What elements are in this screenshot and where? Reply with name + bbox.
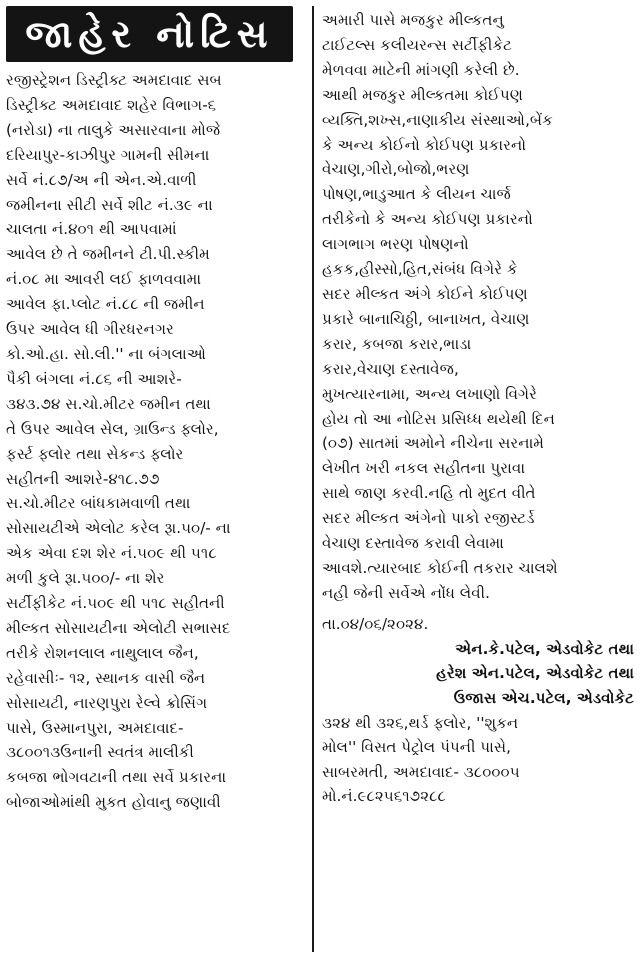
text-line: પોષણ,ભાડુઆત કે લીયન ચાર્જ xyxy=(322,185,511,204)
text-line: સ.ચો.મીટર બાંધકામવાળી તથા xyxy=(6,494,191,513)
text-line: દરિયાપુર-કાઝીપુર ગામની સીમના xyxy=(6,145,210,164)
text-line: લેખીત ખરી નકલ સહીતના પુરાવા xyxy=(322,459,526,478)
text-line: સહીતની આશરે-૪૧૮.૭૭ xyxy=(6,469,160,488)
text-line: નહી જેની સર્વેએ નોંધ લેવી. xyxy=(322,583,490,602)
text-line: તરીકેનો કે અન્ય કોઈપણ પ્રકારનો xyxy=(322,210,533,229)
text-line: સદર મીલ્કત અંગેનો પાકો રજીસ્ટર્ડ xyxy=(322,509,535,528)
text-line: પ્રકારે બાનાચિઠ્ઠી, બાનાખત, વેચાણ xyxy=(322,309,530,328)
text-line: મીલ્કત સોસાયટીના એલોટી સભાસદ xyxy=(6,618,231,637)
text-line: જમીનના સીટી સર્વે શીટ નં.૩૯ ના xyxy=(6,195,213,214)
text-line: બોજાઓમાંથી મુકત હોવાનુ જણાવી xyxy=(6,793,221,812)
text-line: કબજા ભોગવટાની તથા સર્વે પ્રકારના xyxy=(6,768,227,787)
text-line: અમારી પાસે મજકુર મીલ્કતનુ xyxy=(322,11,504,29)
text-line: સાથે જાણ કરવી.નહિ તો મુદત વીતે xyxy=(322,484,536,503)
text-line: કરાર, કબજા કરાર,ભાડા xyxy=(322,334,472,353)
signatories-block xyxy=(322,637,634,711)
text-line: ડિસ્ટ્રીક્ટ અમદાવાદ શહેર વિભાગ-૬ xyxy=(6,95,217,114)
address-block xyxy=(322,711,634,785)
text-line: સોસાયટી, નારણપુરા રેલ્વે ક્રોસિંગ xyxy=(6,693,208,712)
text-line: કો.ઓ.હા. સો.લી.'' ના બંગલાઓ xyxy=(6,344,207,363)
text-line: ૩૮૦૦૧૩ઉનાની સ્વતંત્ર માલીકી xyxy=(6,743,194,762)
text-line: તે ઉપર આવેલ સેલ, ગ્રાઉન્ડ ફ્લોર, xyxy=(6,419,219,438)
text-line: રહેવાસીઃ- ૧૨, સ્થાનક વાસી જૈન xyxy=(6,668,206,687)
text-line: આવશે.ત્યારબાદ કોઈની તકરાર ચાલશે xyxy=(322,558,558,577)
text-line: (૦૭) સાતમાં અમોને નીચેના સરનામે xyxy=(322,434,545,453)
notice-right-column xyxy=(322,6,634,952)
text-line: એક એવા દશ શેર નં.૫૦૯ થી ૫૧૮ xyxy=(6,544,217,563)
text-line: આથી મજકુર મીલ્કતમા કોઈપણ xyxy=(322,85,524,104)
text-line: ફર્સ્ટ ફ્લોર તથા સેકન્ડ ફ્લોર xyxy=(6,444,184,463)
text-line: વેચાણ દસ્તાવેજ કરાવી લેવામા xyxy=(322,534,504,553)
notice-title: જાહેર નોટિસ xyxy=(6,6,293,62)
signatory-line: હરેશ એન.પટેલ, એડવોકેટ તથા xyxy=(436,664,634,683)
text-line: વ્યક્તિ,શખ્સ,નાણાકીય સંસ્થાઓ,બેંક xyxy=(322,110,553,129)
notice-left-column xyxy=(6,6,306,952)
notice-body-right xyxy=(322,8,634,606)
mobile-number: મો.નં.૯૮૨૫૬૧૭૨૮૮ xyxy=(322,787,446,806)
text-line: વેચાણ,ગીરો,બોજો,ભરણ xyxy=(322,160,470,179)
text-line: તરીકે રોશનલાલ નાથુલાલ જૈન, xyxy=(6,643,199,662)
text-line: સદર મીલ્કત અંગે કોઈને કોઈપણ xyxy=(322,284,528,303)
notice-date: તા.૦૪/૦૬/૨૦૨૪. xyxy=(322,614,429,633)
text-line: ૩૪૩.૭૪ સ.ચો.મીટર જમીન તથા xyxy=(6,394,211,413)
text-line: નં.૦૮ મા આવરી લઈ ફાળવવામા xyxy=(6,270,202,289)
text-line: મેળવવા માટેની માંગણી કરેલી છે. xyxy=(322,60,520,79)
text-line: મુખત્યારનામા, અન્ય લખાણો વિગેરે xyxy=(322,384,537,403)
text-line: સર્વે નં.૮૭/અ ની એન.એ.વાળી xyxy=(6,170,197,189)
text-line: લાગભાગ ભરણ પોષણનો xyxy=(322,235,469,254)
address-line: મોલ'' વિસત પેટ્રોલ પંપની પાસે, xyxy=(322,738,511,757)
address-line: સાબરમતી, અમદાવાદ- ૩૮૦૦૦૫ xyxy=(322,762,520,781)
notice-body-left xyxy=(6,68,306,815)
text-line: કે અન્ય કોઈનો કોઈપણ પ્રકારનો xyxy=(322,135,527,154)
text-line: મળી કુલે રૂા.૫૦૦/- ના શેર xyxy=(6,569,165,588)
text-line: હોય તો આ નોટિસ પ્રસિધ્ધ થયેથી દિન xyxy=(322,409,555,428)
text-line: રજીસ્ટ્રેશન ડિસ્ટ્રીક્ટ અમદાવાદ સબ xyxy=(6,71,222,89)
text-line: પૈકી બંગલા નં.૮૬ ની આશરે- xyxy=(6,369,182,388)
text-line: હકક,હીસ્સો,હિત,સંબંધ વિગેરે કે xyxy=(322,260,518,279)
text-line: કરાર,વેચાણ દસ્તાવેજ, xyxy=(322,359,459,378)
column-divider xyxy=(312,6,314,952)
text-line: ચાલતા નં.૪૦૧ થી આપવામાં xyxy=(6,220,177,239)
signatory-line: એન.કે.પટેલ, એડવોકેટ તથા xyxy=(455,639,634,658)
text-line: ઉપર આવેલ ધી ગીરધરનગર xyxy=(6,320,174,339)
text-line: આવેલ છે તે જમીનને ટી.પી.સ્કીમ xyxy=(6,245,210,264)
text-line: પાસે, ઉસ્માનપુરા, અમદાવાદ- xyxy=(6,718,184,737)
text-line: (નરોડા) ના તાલુકે અસારવાના મોજે xyxy=(6,120,221,139)
signatory-line: ઉજાસ એચ.પટેલ, એડવોકેટ xyxy=(453,688,634,707)
text-line: સર્ટીફીકેટ નં.૫૦૯ થી ૫૧૮ સહીતની xyxy=(6,594,225,613)
text-line: સોસાયટીએ એલોટ કરેલ રૂા.૫૦/- ના xyxy=(6,519,231,538)
text-line: ટાઈટલ્સ કલીયરન્સ સર્ટીફીકેટ xyxy=(322,35,512,54)
address-line: ૩૨૪ થી ૩૨૬,થર્ડ ફ્લોર, ''શુકન xyxy=(322,713,519,732)
text-line: આવેલ ફા.પ્લોટ નં.૮૮ ની જમીન xyxy=(6,295,205,314)
